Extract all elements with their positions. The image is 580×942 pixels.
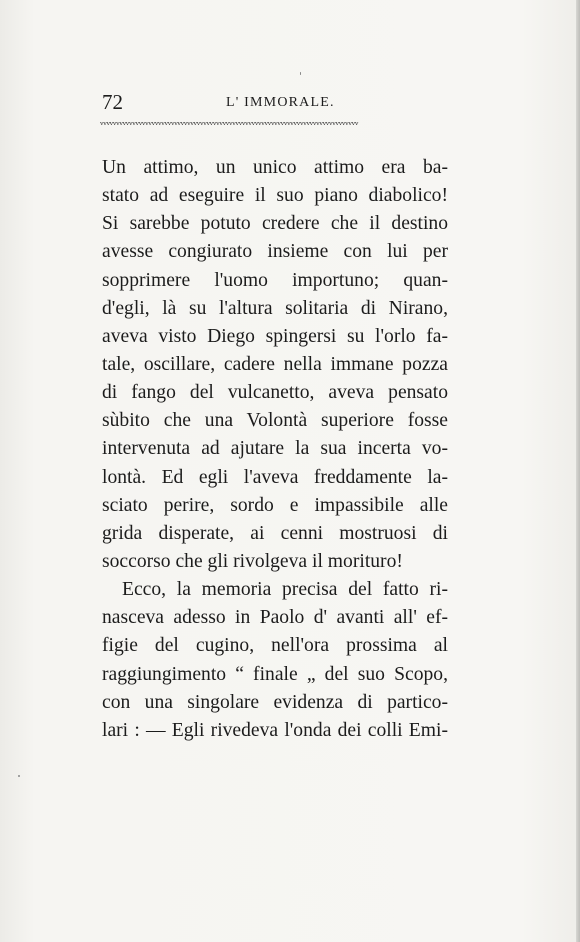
text-line: figie del cugino, nell'ora prossima al (102, 635, 448, 657)
text-line: lari : — Egli rivedeva l'onda dei colli Emi- (102, 719, 448, 741)
text-line: Si sarebbe potuto credere che il destino (102, 213, 448, 235)
text-line: nasceva adesso in Paolo d' avanti all' ef- (102, 607, 448, 629)
text-line: Ecco, la memoria precisa del fatto ri- (122, 579, 448, 601)
decorative-rule: ᵥᵥᵥᵥᵥᵥᵥᵥᵥᵥᵥᵥᵥᵥᵥᵥᵥᵥᵥᵥᵥᵥᵥᵥᵥᵥᵥᵥᵥᵥᵥᵥᵥᵥᵥᵥᵥᵥᵥᵥᵥᵥᵥᵥᵥᵥᵥᵥᵥᵥᵥᵥᵥᵥᵥᵥᵥᵥᵥᵥᵥᵥᵥᵥᵥᵥᵥᵥᵥᵥᵥᵥᵥᵥᵥᵥᵥᵥᵥᵥ (100, 118, 359, 128)
running-title: L' IMMORALE. (226, 95, 335, 110)
text-line: stato ad eseguire il suo piano diabolico! (102, 185, 448, 207)
paper-speck (18, 775, 20, 777)
text-line: raggiungimento “ finale „ del suo Scopo, (102, 663, 448, 685)
text-line: d'egli, là su l'altura solitaria di Nirano, (102, 297, 448, 319)
text-line: aveva visto Diego spingersi su l'orlo fa- (102, 325, 448, 347)
text-line: avesse congiurato insieme con lui per (102, 241, 448, 263)
text-line: tale, oscillare, cadere nella immane pozza (102, 353, 448, 375)
page-edge-shadow (576, 0, 580, 942)
text-line: sciato perire, sordo e impassibile alle (102, 494, 448, 516)
running-head (102, 90, 454, 114)
text-line: con una singolare evidenza di partico- (102, 691, 448, 713)
text-line: di fango del vulcanetto, aveva pensato (102, 382, 448, 404)
page-number: 72 (102, 90, 123, 114)
text-line: grida disperate, ai cenni mostruosi di (102, 522, 448, 544)
text-line: sùbito che una Volontà superiore fosse (102, 410, 448, 432)
text-line: intervenuta ad ajutare la sua incerta vo- (102, 438, 448, 460)
text-line: Un attimo, un unico attimo era ba- (102, 157, 448, 178)
text-line: lontà. Ed egli l'aveva freddamente la- (102, 466, 448, 488)
text-line: sopprimere l'uomo importuno; quan- (102, 269, 448, 291)
paper-speck (300, 72, 301, 75)
body-text (102, 154, 448, 745)
text-line: soccorso che gli rivolgeva il morituro! (102, 550, 403, 572)
